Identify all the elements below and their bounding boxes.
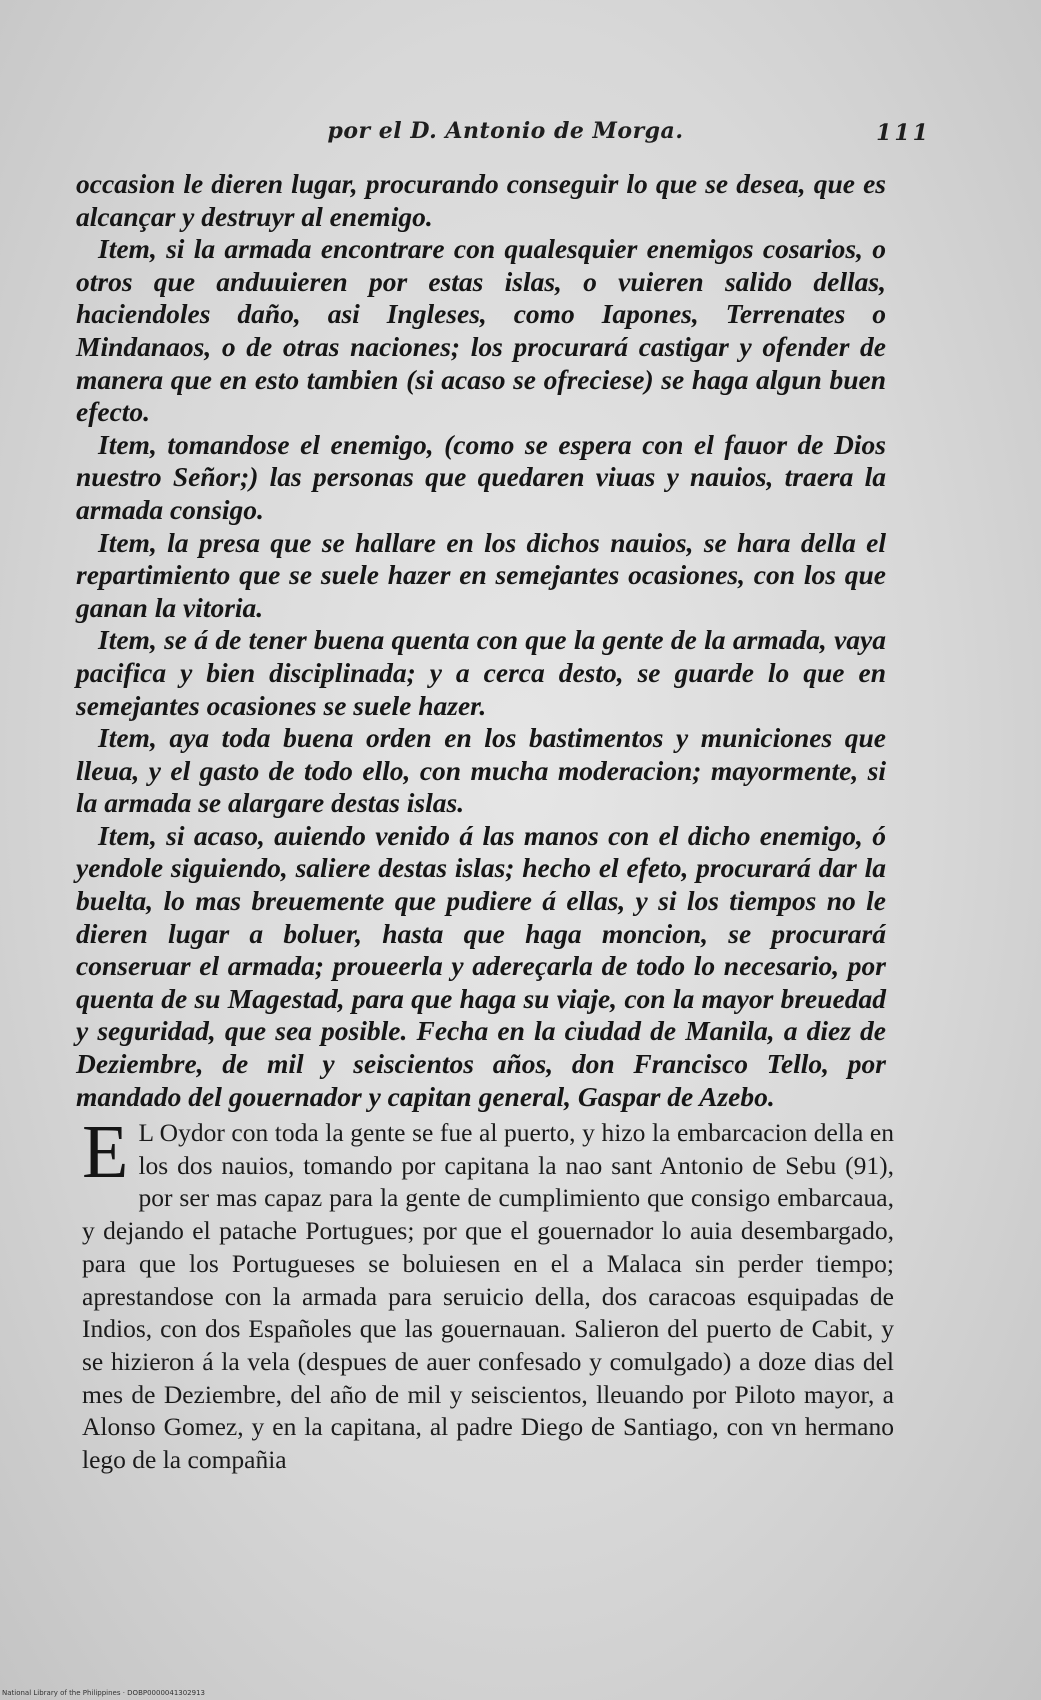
decree-item: Item, la presa que se hallare en los dichos nauios, se hara della el repartimiento que se suele hazer en semejantes ocasiones, con los que ganan la vitoria. — [76, 526, 886, 623]
running-title: por el D. Antonio de Morga. — [327, 118, 684, 144]
narrative-text — [82, 1110, 894, 1477]
decree-paragraph: occasion le dieren lugar, procurando conseguir lo que se desea, que es alcançar y destruyr al enemigo. — [76, 168, 886, 232]
decree-item: Item, se á de tener buena quenta con que la gente de la armada, vaya pacifica y bien disciplinada; y a cerca desto, se guarde lo que en semejantes ocasiones se suele hazer. — [76, 624, 886, 721]
decree-item: Item, si acaso, auiendo venido á las manos con el dicho enemigo, ó yendole siguiendo, saliere destas islas; hecho el efeto, procurará dar la buelta, lo mas breuemente que pudiere á ellas, y si los tiempos no le dieren lugar a boluer, hasta que haga moncion, se procurará conseruar el armada; proueerla y adereçarla de todo lo necesario, por quenta de su Magestad, para que haga su viaje, con la mayor breuedad y seguridad, que sea posible. Fecha en la ciudad de Manila, a diez de Deziembre, de mil y seiscientos años, don Francisco Tello, por mandado del gouernador y capitan general, Gaspar de Azebo. — [76, 819, 886, 1112]
page-number: 111 — [876, 120, 931, 146]
narrative-paragraph: L Oydor con toda la gente se fue al puerto, y hizo la embarcacion della en los dos nauios, tomando por capitana la nao sant Antonio de Sebu (91), por ser mas capaz para la gente de cumplimiento que consigo embarcaua, y dejando el patache Portugues; por que el gouernador lo auia desembargado, para que los Portugueses se boluiesen en el a Malaca sin perder tiempo; aprestandose con la armada para seruicio della, dos caracoas esquipadas de Indios, con dos Españoles que las gouernauan. Salieron del puerto de Cabit, y se hizieron á la vela (despues de auer confesado y comulgado) a doze dias del mes de Deziembre, del año de mil y seiscientos, lleuando por Piloto mayor, a Alonso Gomez, y en la capitana, al padre Diego de Santiago, con vn hermano lego de la compañia — [82, 1118, 894, 1475]
library-credit: National Library of the Philippines · DOBP0000041302913 — [2, 1689, 205, 1697]
decree-item: Item, tomandose el enemigo, (como se espera con el fauor de Dios nuestro Señor;) las personas que quedaren viuas y nauios, traera la armada consigo. — [76, 428, 886, 525]
decree-item: Item, aya toda buena orden en los bastimentos y municiones que lleua, y el gasto de todo ello, con mucha moderacion; mayormente, si la armada se alargare destas islas. — [76, 722, 886, 819]
decree-text — [76, 168, 886, 1113]
running-head — [80, 118, 931, 152]
drop-cap: E — [82, 1110, 129, 1194]
decree-item: Item, si la armada encontrare con qualesquier enemigos cosarios, o otros que anduuieren por estas islas, o vuieren salido dellas, haciendoles daño, asi Ingleses, como Iapones, Terrenates o Mindanaos, o de otras naciones; los procurará castigar y ofender de manera que en esto tambien (si acaso se ofreciese) se haga algun buen efecto. — [76, 233, 886, 428]
